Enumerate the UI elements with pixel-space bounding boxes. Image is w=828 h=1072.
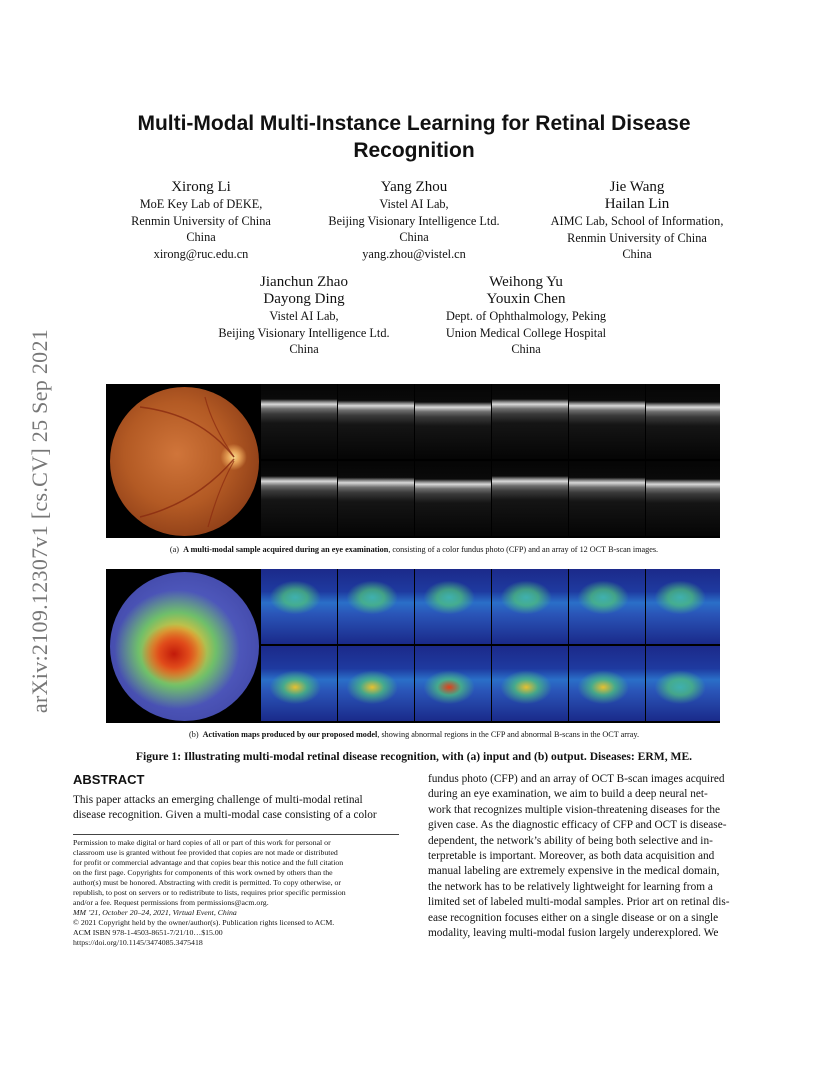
- author-affiliation: Dept. of Ophthalmology, Peking: [445, 309, 607, 323]
- abstract-heading: ABSTRACT: [73, 772, 145, 787]
- author-affiliation: Vistel AI Lab,: [379, 197, 449, 211]
- author-name: Youxin Chen: [486, 291, 566, 307]
- abstract-line: manual labeling are extremely expensive in the medical domain,: [428, 865, 720, 878]
- doi-link[interactable]: https://doi.org/10.1145/3474085.3475418: [73, 938, 203, 947]
- abstract-right-column: [428, 772, 758, 941]
- paper-title: [60, 110, 768, 164]
- permission-line: author(s) must be honored. Abstracting with credit is permitted. To copy otherwise, or: [73, 878, 342, 887]
- abstract-line: terpretable is important. Moreover, as both data acquisition and: [428, 850, 715, 863]
- permission-line: republish, to post on servers or to redistribute to lists, requires prior specific permission: [73, 888, 346, 897]
- author-block-3: [530, 179, 744, 263]
- oct-bscan-image: [492, 461, 568, 536]
- figure-caption-b: (b) Activation maps produced by our proposed model, showing abnormal regions in the CFP and abnormal B-scans in the OCT array.: [189, 730, 639, 739]
- isbn-line: ACM ISBN 978-1-4503-8651-7/21/10…$15.00: [73, 928, 223, 937]
- figure-activation-maps: [106, 569, 720, 723]
- oct-activation-image: [338, 646, 414, 721]
- oct-bscan-image: [338, 461, 414, 536]
- author-name: Jianchun Zhao: [260, 274, 348, 290]
- permission-line: on the first page. Copyrights for components of this work owned by others than the: [73, 868, 333, 877]
- arxiv-identifier: arXiv:2109.12307v1 [cs.CV] 25 Sep 2021: [27, 328, 52, 714]
- author-block-5: [420, 274, 632, 358]
- abstract-line: during an eye examination, we aim to build a deep neural net-: [428, 788, 708, 801]
- permission-line: and/or a fee. Request permissions from permissions@acm.org.: [73, 898, 269, 907]
- oct-bscan-image: [569, 384, 645, 459]
- oct-bscan-image: [646, 461, 720, 536]
- abstract-line: modality, leaving multi-modal fusion largely underexplored. We: [428, 927, 719, 940]
- fundus-activation-map: [110, 572, 259, 721]
- author-block-4: [198, 274, 410, 358]
- oct-activation-array: [261, 569, 720, 723]
- permission-line: for profit or commercial advantage and that copies bear this notice and the full citation: [73, 858, 344, 867]
- author-name: Xirong Li: [171, 179, 231, 195]
- author-affiliation: China: [186, 230, 216, 244]
- oct-activation-image: [569, 646, 645, 721]
- author-affiliation: China: [399, 230, 429, 244]
- abstract-line: given case. As the diagnostic efficacy of CFP and OCT is disease-: [428, 819, 727, 832]
- figure-input-sample: [106, 384, 720, 538]
- oct-activation-image: [338, 569, 414, 644]
- abstract-line: work that recognizes multiple vision-threatening diseases for the: [428, 803, 721, 816]
- oct-bscan-image: [338, 384, 414, 459]
- author-affiliation: Renmin University of China: [131, 213, 271, 228]
- author-email[interactable]: xirong@ruc.edu.cn: [153, 246, 249, 261]
- author-affiliation: Beijing Visionary Intelligence Ltd.: [218, 325, 390, 340]
- oct-activation-image: [261, 646, 337, 721]
- author-name: Weihong Yu: [489, 274, 563, 290]
- author-block-1: [96, 179, 306, 262]
- title-line-1: Multi-Modal Multi-Instance Learning for Retinal Disease: [137, 112, 691, 135]
- footnote-divider: [73, 834, 399, 835]
- author-name: Hailan Lin: [604, 196, 670, 212]
- abstract-line: limited set of labeled multi-modal samples. Prior art on retinal dis-: [428, 896, 730, 909]
- oct-activation-image: [646, 646, 720, 721]
- oct-bscan-image: [415, 384, 491, 459]
- oct-activation-image: [492, 569, 568, 644]
- author-name: Yang Zhou: [380, 179, 448, 195]
- author-email[interactable]: yang.zhou@vistel.cn: [362, 246, 466, 261]
- oct-activation-image: [569, 569, 645, 644]
- oct-bscan-image: [261, 384, 337, 459]
- abstract-line: dependent, the network’s ability of being both selective and in-: [428, 834, 713, 847]
- oct-activation-image: [415, 646, 491, 721]
- title-line-2: Recognition: [353, 139, 475, 162]
- abstract-left-column: [73, 793, 403, 824]
- author-affiliation: Union Medical College Hospital: [445, 325, 607, 340]
- oct-activation-image: [415, 569, 491, 644]
- author-affiliation: China: [511, 342, 541, 356]
- author-affiliation: AIMC Lab, School of Information,: [550, 214, 724, 228]
- fundus-photo: [110, 387, 259, 536]
- abstract-line: disease recognition. Given a multi-modal case consisting of a color: [73, 809, 377, 822]
- figure-main-caption: Figure 1: Illustrating multi-modal retinal disease recognition, with (a) input and (b) output. Diseases: ERM, ME.: [135, 750, 693, 763]
- figure-caption-a: (a) A multi-modal sample acquired during an eye examination, consisting of a color fundus photo (CFP) and an array of 12 OCT B-scan images.: [169, 545, 659, 554]
- venue-line: MM ’21, October 20–24, 2021, Virtual Event, China: [73, 908, 237, 917]
- abstract-line: the network has to be relatively lightweight for learning from a: [428, 880, 713, 893]
- oct-bscan-image: [492, 384, 568, 459]
- author-name: Jie Wang: [609, 179, 665, 195]
- abstract-line: This paper attacks an emerging challenge of multi-modal retinal: [73, 794, 363, 806]
- author-affiliation: Renmin University of China: [567, 230, 707, 245]
- author-affiliation: China: [289, 342, 319, 356]
- author-affiliation: Beijing Visionary Intelligence Ltd.: [328, 213, 500, 228]
- author-name: Dayong Ding: [263, 291, 345, 307]
- copyright-line: © 2021 Copyright held by the owner/author(s). Publication rights licensed to ACM.: [73, 918, 335, 927]
- permission-notice: [73, 838, 403, 948]
- oct-bscan-array: [261, 384, 720, 538]
- abstract-line: ease recognition focuses either on a single disease or on a single: [428, 911, 719, 924]
- author-affiliation: China: [622, 247, 652, 261]
- author-affiliation: Vistel AI Lab,: [269, 309, 339, 323]
- abstract-line: fundus photo (CFP) and an array of OCT B-scan images acquired: [428, 773, 725, 785]
- oct-bscan-image: [261, 461, 337, 536]
- oct-activation-image: [261, 569, 337, 644]
- oct-bscan-image: [569, 461, 645, 536]
- author-block-2: [308, 179, 520, 262]
- oct-activation-image: [492, 646, 568, 721]
- permission-line: Permission to make digital or hard copies of all or part of this work for personal or: [73, 838, 331, 847]
- oct-activation-image: [646, 569, 720, 644]
- oct-bscan-image: [415, 461, 491, 536]
- oct-bscan-image: [646, 384, 720, 459]
- permission-line: classroom use is granted without fee provided that copies are not made or distributed: [73, 848, 338, 857]
- author-affiliation: MoE Key Lab of DEKE,: [139, 197, 263, 211]
